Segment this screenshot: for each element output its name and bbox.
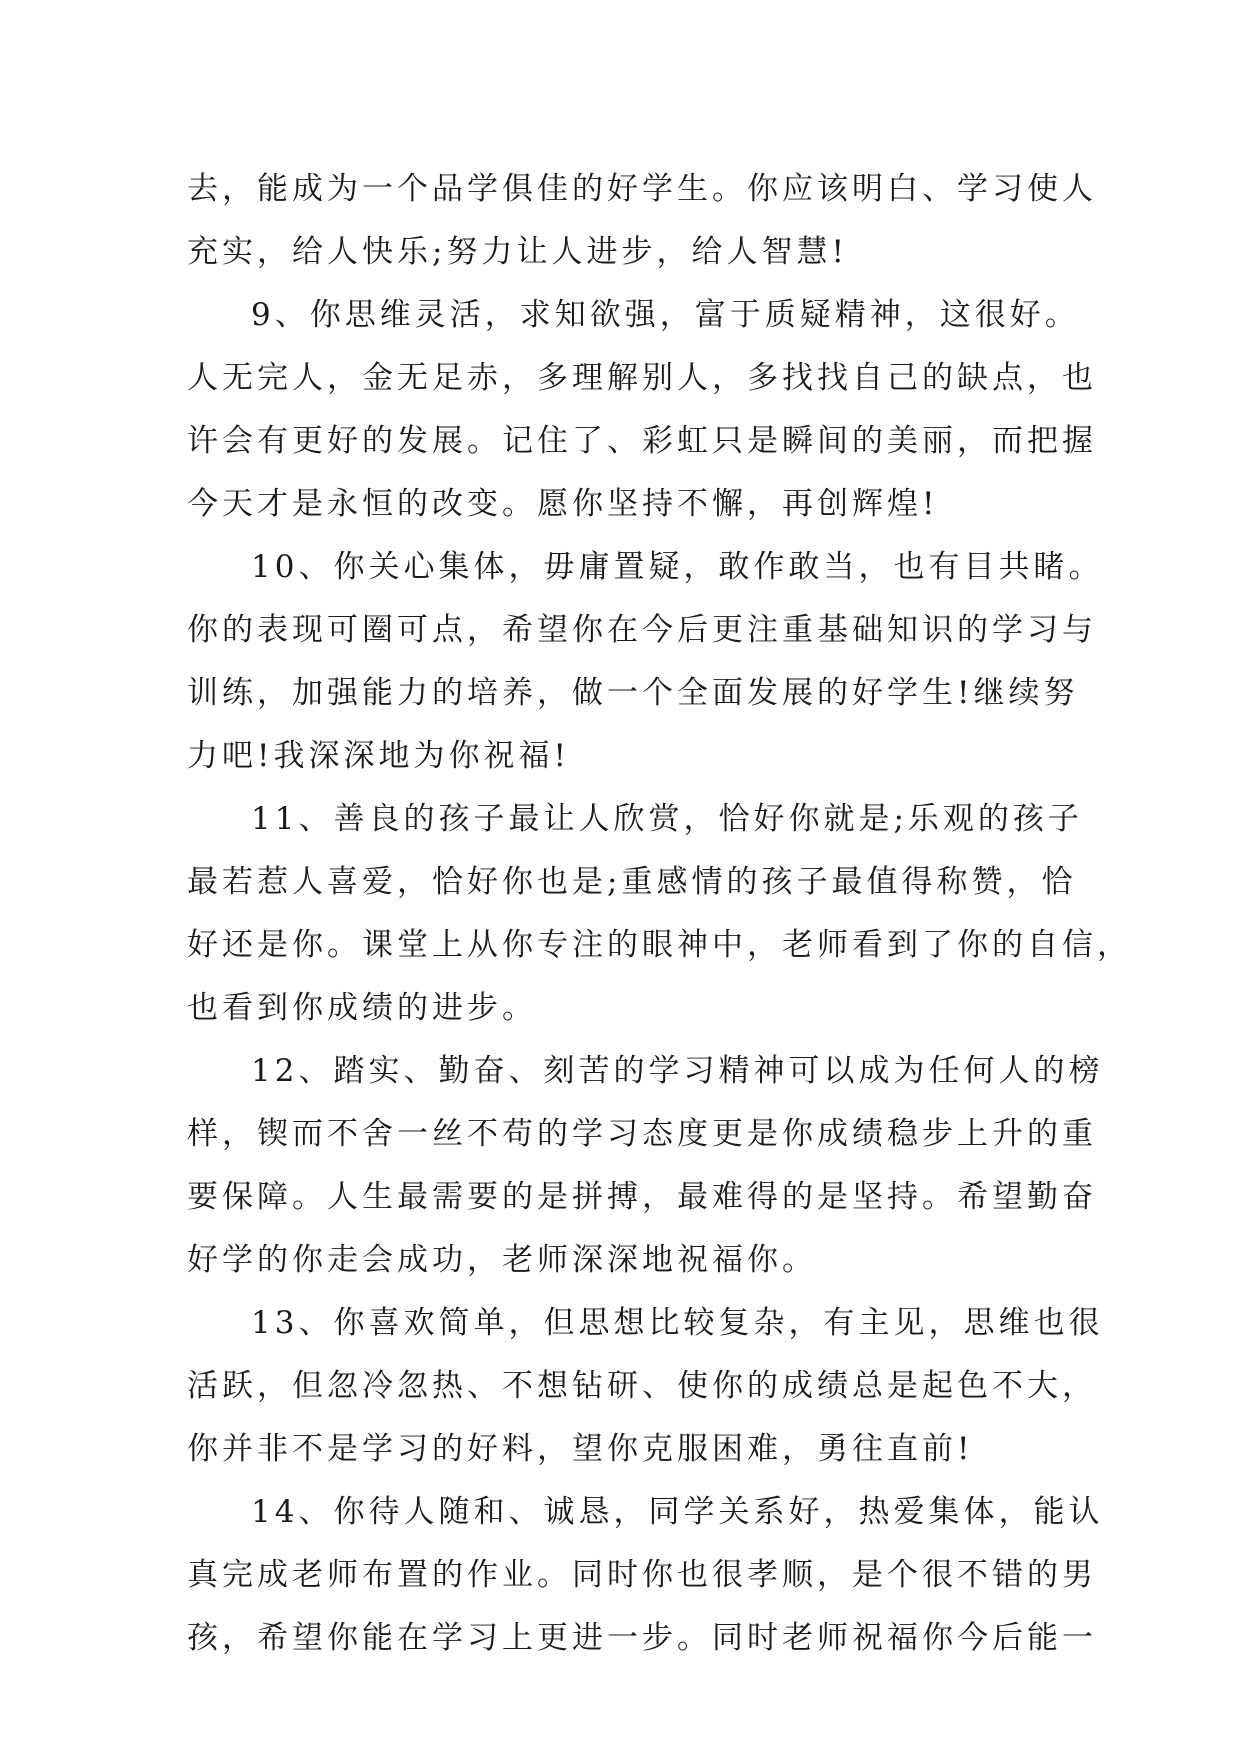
paragraph-start-9: 9、你思维灵活，求知欲强，富于质疑精神，这很好。 [251,297,1080,333]
paragraph-start-11: 11、善良的孩子最让人欣赏，恰好你就是;乐观的孩子 [251,801,1083,837]
text-line: 你的表现可圈可点，希望你在今后更注重基础知识的学习与 [187,612,1097,648]
text-line: 去，能成为一个品学俱佳的好学生。你应该明白、学习使人 [187,171,1097,207]
paragraph-start-13: 13、你喜欢简单，但思想比较复杂，有主见，思维也很 [251,1305,1104,1341]
paragraph-start-10: 10、你关心集体，毋庸置疑，敢作敢当，也有目共睹。 [251,549,1104,585]
text-line: 训练，加强能力的培养，做一个全面发展的好学生!继续努 [187,675,1079,711]
paragraph-start-14: 14、你待人随和、诚恳，同学关系好，热爱集体，能认 [251,1494,1104,1530]
text-line: 最若惹人喜爱，恰好你也是;重感情的孩子最值得称赞，恰 [187,864,1077,900]
text-line: 今天才是永恒的改变。愿你坚持不懈，再创辉煌! [187,486,939,522]
document-body [187,158,1132,1670]
text-line: 真完成老师布置的作业。同时你也很孝顺，是个很不错的男 [187,1557,1097,1593]
text-line: 人无完人，金无足赤，多理解别人，多找找自己的缺点，也 [187,360,1097,396]
text-line: 要保障。人生最需要的是拼搏，最难得的是坚持。希望勤奋 [187,1179,1097,1215]
text-line: 也看到你成绩的进步。 [187,990,537,1026]
text-line: 活跃，但忽冷忽热、不想钻研、使你的成绩总是起色不大， [187,1368,1097,1404]
paragraph-start-12: 12、踏实、勤奋、刻苦的学习精神可以成为任何人的榜 [251,1053,1104,1089]
text-line: 你并非不是学习的好料，望你克服困难，勇往直前! [187,1431,974,1467]
text-line: 好学的你走会成功，老师深深地祝福你。 [187,1242,817,1278]
text-line: 力吧!我深深地为你祝福! [187,738,570,774]
text-line: 样，锲而不舍一丝不苟的学习态度更是你成绩稳步上升的重 [187,1116,1097,1152]
text-line: 许会有更好的发展。记住了、彩虹只是瞬间的美丽，而把握 [187,423,1097,459]
text-line: 好还是你。课堂上从你专注的眼神中，老师看到了你的自信， [187,927,1132,963]
text-line: 孩，希望你能在学习上更进一步。同时老师祝福你今后能一 [187,1620,1097,1656]
text-line: 充实，给人快乐;努力让人进步，给人智慧! [187,234,848,270]
